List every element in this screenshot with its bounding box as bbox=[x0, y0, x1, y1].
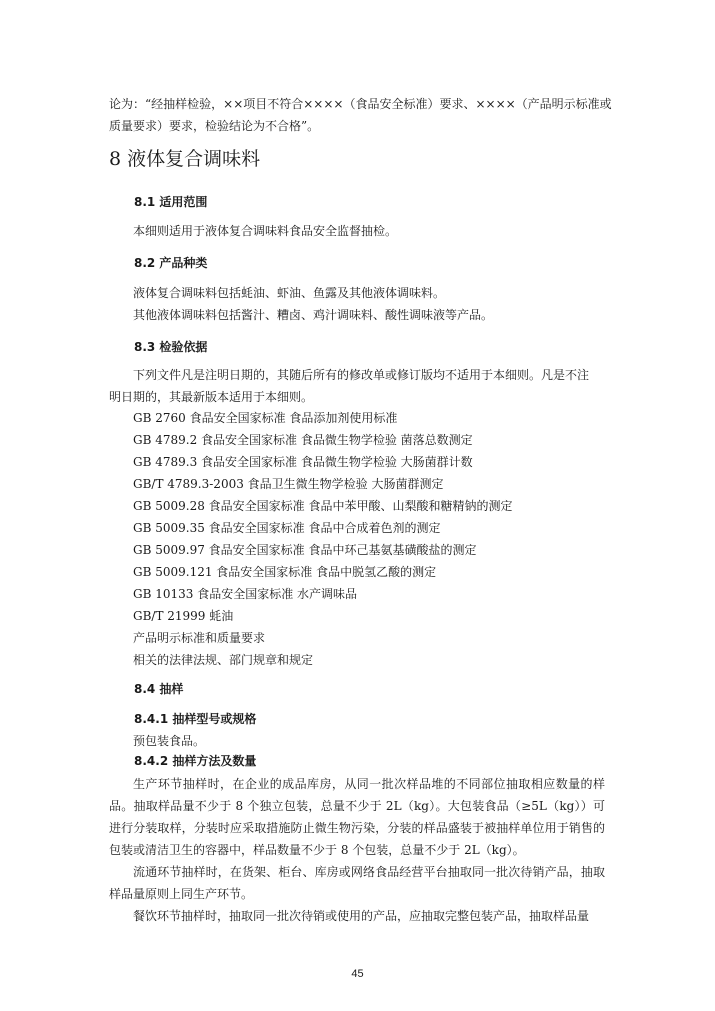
reference-item: GB/T 4789.3-2003 食品卫生微生物学检验 大肠菌群测定 bbox=[133, 477, 444, 491]
reference-item: GB 5009.97 食品安全国家标准 食品中环己基氨基磺酸盐的测定 bbox=[133, 543, 477, 557]
reference-item: 相关的法律法规、部门规章和规定 bbox=[133, 653, 314, 667]
reference-item: GB/T 21999 蚝油 bbox=[133, 609, 234, 623]
page-number: 45 bbox=[351, 968, 364, 980]
reference-item: GB 4789.3 食品安全国家标准 食品微生物学检验 大肠菌群计数 bbox=[133, 455, 473, 469]
intro-line-2: 质量要求）要求，检验结论为不合格”。 bbox=[109, 119, 320, 133]
section-title: 8 液体复合调味料 bbox=[109, 148, 261, 170]
paragraph-8-4-1: 预包装食品。 bbox=[133, 734, 206, 748]
intro-line-1: 论为：“经抽样检验，××项目不符合××××（食品安全标准）要求、××××（产品明示标准或 bbox=[109, 97, 612, 111]
reference-item: GB 4789.2 食品安全国家标准 食品微生物学检验 菌落总数测定 bbox=[133, 433, 473, 447]
reference-item: GB 10133 食品安全国家标准 水产调味品 bbox=[133, 587, 358, 601]
paragraph-8-4-2-circulation: 流通环节抽样时，在货架、柜台、库房或网络食品经营平台抽取同一批次待销产品，抽取样品量原则上同生产环节。 bbox=[109, 865, 605, 901]
heading-8-2: 8.2 产品种类 bbox=[134, 256, 208, 270]
heading-8-4-2: 8.4.2 抽样方法及数量 bbox=[134, 754, 257, 768]
reference-list bbox=[133, 407, 512, 671]
heading-8-3: 8.3 检验依据 bbox=[134, 340, 208, 354]
paragraph-8-4-2-catering: 餐饮环节抽样时，抽取同一批次待销或使用的产品，应抽取完整包装产品，抽取样品量 bbox=[133, 909, 590, 923]
heading-8-1: 8.1 适用范围 bbox=[134, 195, 208, 209]
reference-item: GB 2760 食品安全国家标准 食品添加剂使用标准 bbox=[133, 411, 398, 425]
reference-item: GB 5009.28 食品安全国家标准 食品中苯甲酸、山梨酸和糖精钠的测定 bbox=[133, 499, 513, 513]
reference-item: GB 5009.35 食品安全国家标准 食品中合成着色剂的测定 bbox=[133, 521, 441, 535]
paragraph-8-1: 本细则适用于液体复合调味料食品安全监督抽检。 bbox=[133, 224, 398, 238]
paragraph-8-4-2-production: 生产环节抽样时，在企业的成品库房，从同一批次样品堆的不同部位抽取相应数量的样品。抽取样品量不少于 8 个独立包装，总量不少于 2L（kg）。大包装食品（≥5L（kg））可进行分装取样，分装时应采取措施防止微生物污染，分装的样品盛装于被抽样单位用于销售的包装或清洁卫生的容器中，样品数量不少于 8 个包装，总量不少于 2L（kg）。 bbox=[109, 777, 605, 857]
paragraph-8-2-a: 液体复合调味料包括蚝油、虾油、鱼露及其他液体调味料。 bbox=[133, 286, 446, 300]
reference-item: GB 5009.121 食品安全国家标准 食品中脱氢乙酸的测定 bbox=[133, 565, 437, 579]
paragraph-8-3-line-1: 下列文件凡是注明日期的，其随后所有的修改单或修订版均不适用于本细则。凡是不注 bbox=[133, 368, 590, 382]
heading-8-4-1: 8.4.1 抽样型号或规格 bbox=[134, 712, 257, 726]
reference-item: 产品明示标准和质量要求 bbox=[133, 631, 266, 645]
heading-8-4: 8.4 抽样 bbox=[134, 682, 184, 696]
paragraph-8-2-b: 其他液体调味料包括酱汁、糟卤、鸡汁调味料、酸性调味液等产品。 bbox=[133, 308, 494, 322]
paragraph-8-3-line-2: 明日期的，其最新版本适用于本细则。 bbox=[109, 390, 314, 404]
